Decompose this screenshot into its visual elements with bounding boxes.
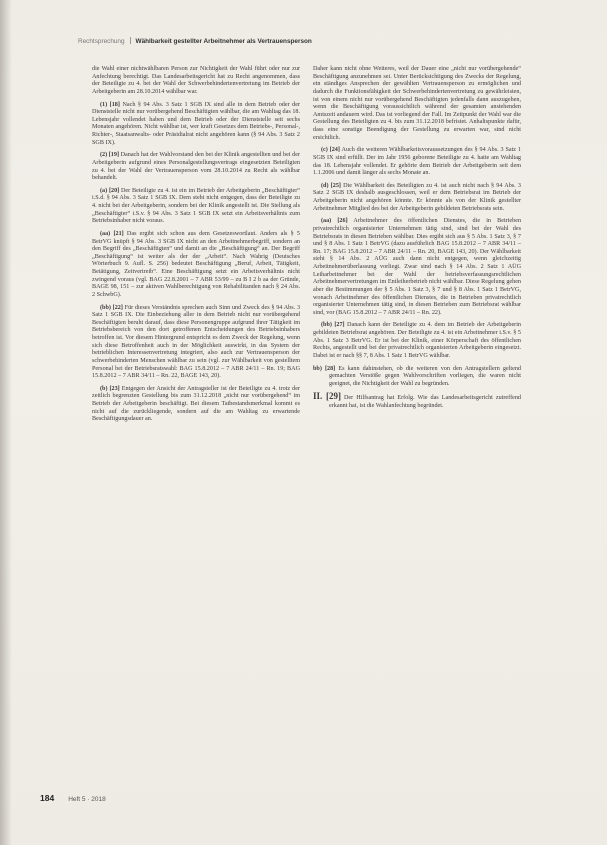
paragraph-text: Danach hat der Wahlvorstand den bei der Klinik angestellten und bei der Arbeitgeberin aufgrund eines Personalgestellungsvertrags eingesetzten Beteiligten zu 4. bei der Wahl der Vertrauensperson vom 28.10.2014 zu Recht als wählbar behandelt. <box>92 152 300 182</box>
margin-number: (aa) [21] <box>100 230 124 237</box>
margin-number: (a) [20] <box>100 187 120 194</box>
margin-number: (bb) [27] <box>321 322 345 329</box>
right-column <box>313 66 521 416</box>
margin-number: (2) [19] <box>100 152 119 159</box>
header-section: Rechtsprechung <box>78 38 125 45</box>
paragraph-text: die Wahl einer nichtwählbaren Person zur Nichtigkeit der Wahl führt oder nur zur Anfechtung berechtigt. Das Landesarbeitsgericht hat zu Recht angenommen, dass der Beteiligte zu 4. bei der Wahl der Schwerbehindertenvertretung im Betrieb der Arbeitgeberin am 28.10.2014 wählbar war. <box>92 66 300 95</box>
left-column <box>92 66 300 429</box>
paragraph-text: Auch die weiteren Wählbarkeitsvoraussetzungen des § 94 Abs. 3 Satz 1 SGB IX sind erfüllt. Der im Jahr 1956 geborene Beteiligte zu 4. hatte am Wahltag das 18. Lebensjahr vollendet. Er gehörte dem Betrieb der Arbeitgeberin seit dem 1.1.2006 und damit länger als sechs Monate an. <box>313 147 521 177</box>
margin-number: II. [29] <box>313 391 341 402</box>
margin-number: (aa) [26] <box>321 218 348 225</box>
footer-source: Heft 5 · 2018 <box>68 796 106 803</box>
paragraph <box>313 393 521 410</box>
running-header <box>78 37 578 49</box>
paragraph <box>92 102 300 148</box>
paragraph <box>92 188 300 226</box>
header-title: Wählbarkeit gestellter Arbeitnehmer als Vertrauensperson <box>135 38 312 45</box>
paragraph-text: Der Hilfsantrag hat Erfolg. Wie das Landesarbeitsgericht zutreffend erkannt hat, ist die Wahlanfechtung begründet. <box>329 395 522 409</box>
page-footer <box>40 788 340 802</box>
paragraph-text: Der Beteiligte zu 4. ist ein im Betrieb der Arbeitgeberin „Beschäftigter“ i.S.d. § 94 Abs. 3 Satz 1 SGB IX. Dem steht nicht entgegen, dass der Beteiligte zu 4. nicht bei der Arbeitgeberin, sondern bei der Klinik angestellt ist. Die Stellung als „Beschäftigter“ i.S.v. § 94 Abs. 3 Satz 1 SGB IX setzt ein Arbeitsverhältnis zum Betriebsinhaber nicht voraus. <box>92 187 300 225</box>
paragraph <box>92 305 300 381</box>
paragraph <box>313 66 521 142</box>
paragraph-text: Nach § 94 Abs. 3 Satz 1 SGB IX sind alle in dem Betrieb oder der Dienststelle nicht nur vorübergehend Beschäftigten wählbar, die am Wahltag das 18. Lebensjahr vollendet haben und dem Betrieb oder der Dienststelle seit sechs Monaten angehören. Nicht wählbar ist, wer kraft Gesetzes dem Betriebs-, Personal-, Richter-, Staatsanwalts- oder Präsidialrat nicht angehören kann (§ 94 Abs. 3 Satz 2 SGB IX). <box>92 101 300 146</box>
paragraph-text: Entgegen der Ansicht der Antragsteller ist der Beteiligte zu 4. trotz der zeitlich begrenzten Gestellung bis zum 31.12.2018 „nicht nur vorübergehend“ im Betrieb der Arbeitgeberin beschäftigt. Bei diesem Tatbestandsmerkmal kommt es nicht auf die zurückliegende, sondern auf die am Wahltag zu erwartende Beschäftigungsdauer an. <box>92 385 300 423</box>
margin-number: (bb) [22] <box>100 304 123 311</box>
paragraph <box>92 66 300 97</box>
margin-number: (b) [23] <box>100 385 120 392</box>
paragraph-text: Die Wählbarkeit des Beteiligten zu 4. ist auch nicht nach § 94 Abs. 3 Satz 2 SGB IX deshalb ausgeschlossen, weil er dem Betriebsrat im Betrieb der Arbeitgeberin nicht angehören könnte. Er könnte als von der Klinik gestellter Arbeitnehmer Mitglied des bei der Arbeitgeberin gebildeten Betriebsrats sein. <box>313 182 521 212</box>
paragraph-text: Daher kann nicht ohne Weiteres, weil der Dauer eine „nicht nur vorübergehende“ Beschäftigung anzunehmen sei. Unter Berücksichtigung des Zwecks der Regelung, ein ständiges Ansprechen der gewählten Vertrauensperson zu ermöglichen und dadurch die Funktionsfähigkeit der Schwerbehindertenvertretung zu gewährleisten, ist von einem nicht nur vorübergehend Beschäftigten jedenfalls dann auszugehen, wenn die Beschäftigung voraussichtlich während der gesamten anstehenden Amtszeit andauern wird. Das ist vorliegend der Fall. Im Zeitpunkt der Wahl war die Gestellung des Beteiligten zu 4. bis zum 31.12.2018 befristet. Anhaltspunkte dafür, dass eine sonstige Beendigung der Gestellung zu erwarten war, sind nicht ersichtlich. <box>313 66 521 141</box>
paragraph-text: Danach kann der Beteiligte zu 4. dem im Betrieb der Arbeitgeberin gebildeten Betriebsrat angehören. Der Beteiligte zu 4. ist ein Arbeitnehmer i.S.v. § 5 Abs. 1 Satz 3 BetrVG. Er ist bei der Klinik, einer Körperschaft des öffentlichen Rechts, angestellt und bei der privatrechtlich organisierten Arbeitgeberin eingesetzt. Dabei ist er nach §§ 7, 8 Abs. 1 Satz 1 BetrVG wählbar. <box>313 322 521 359</box>
header-separator <box>130 37 131 44</box>
margin-number: bb) [28] <box>313 365 336 372</box>
paragraph <box>313 218 521 317</box>
paragraph-text: Arbeitnehmer des öffentlichen Dienstes, die in Betrieben privatrechtlich organisierter Unternehmen tätig sind, sind bei der Wahl des Betriebsrats in diesen Betrieben wählbar. Dies ergibt sich aus § 5 Abs. 1 Satz 3, § 7 und § 8 Abs. 1 Satz 1 BetrVG (dazu ausführlich BAG 15.8.2012 – 7 ABR 34/11 – Rn. 17; BAG 15.8.2012 – 7 ABR 24/11 – Rn. 20, BAGE 143, 20). Der Wählbarkeit steht § 14 Abs. 2 AÜG auch dann nicht entgegen, wenn gleichzeitig Arbeitnehmerüberlassung vorliegt. Zwar sind nach § 14 Abs. 2 Satz 1 AÜG Leiharbeitnehmer bei der Wahl der betriebsverfassungsrechtlichen Arbeitnehmervertretungen im Entleiherbetrieb nicht wählbar. Diese Regelung gehen aber die Bestimmungen der § 5 Abs. 1 Satz 3, § 7 und § 8 Abs. 1 Satz 1 BetrVG, wonach Arbeitnehmer des öffentlichen Dienstes, die in Betrieben privatrechtlich organisierter Unternehmen tätig sind, in diesen Betrieben zum Betriebsrat wählbar sind, vor (BAG 15.8.2012 – 7 ABR 24/11 – Rn. 22). <box>313 218 522 316</box>
paragraph <box>313 322 521 360</box>
paragraph-text: Es kann dahinstehen, ob die weiteren von den Antragstellern geltend gemachten Verstöße gegen Wahlvorschriften vorliegen, die waren nicht geeignet, die Nichtigkeit der Wahl zu begründen. <box>329 365 521 387</box>
margin-number: (c) [24] <box>321 147 340 154</box>
paragraph-text: Das ergibt sich schon aus dem Gesetzeswortlaut. Anders als § 5 BetrVG knüpft § 94 Abs. 3 SGB IX nicht an den Arbeitnehmerbegriff, sondern an den Begriff des „Beschäftigten“ und damit an die „Beschäftigung“ an. Der Begriff „Beschäftigung“ ist weiter als der der „Arbeit“. Nach Wahrig (Deutsches Wörterbuch 9. Aufl. S. 256) bedeutet Beschäftigung „Beruf, Arbeit, Tätigkeit, Betätigung, Zeitvertreib“. Eine Beschäftigung setzt ein Arbeitsverhältnis nicht zwingend voraus (vgl. BAG 22.8.2001 – 7 ABR 53/99 – zu B I 2 b aa der Gründe, BAGE 98, 151 – zur aktiven Wahlberechtigung von Rehabilitanden nach § 24 Abs. 2 SchwbG). <box>92 230 300 298</box>
paragraph <box>313 366 521 389</box>
margin-number: (d) [25] <box>321 182 341 189</box>
paragraph <box>92 231 300 300</box>
paragraph <box>92 386 300 424</box>
paragraph <box>313 183 521 214</box>
paragraph-text: Für dieses Verständnis sprechen auch Sinn und Zweck des § 94 Abs. 3 Satz 1 SGB IX. Die Einbeziehung aller in dem Betrieb nicht nur vorübergehend Beschäftigten beruht darauf, dass diese Personengruppe aufgrund ihrer Tätigkeit im Betriebsbereich von den dort getroffenen Entscheidungen des Betriebsinhabers betroffen ist. Vor diesem Hintergrund entspricht es dem Zweck der Regelung, wenn sich diese Betroffenheit auch in der Möglichkeit auswirkt, in das System der betrieblichen Interessenvertretung integriert, also auch zur Vertrauensperson der schwerbehinderten Menschen wählbar zu sein (vgl. zur Wählbarkeit von gestelltem Personal bei der Betriebsratswahl: BAG 15.8.2012 – 7 ABR 24/11 – Rn. 19; BAG 15.8.2012 – 7 ABR 34/11 – Rn. 22, BAGE 143, 20). <box>92 304 301 380</box>
paragraph <box>92 152 300 183</box>
paragraph <box>313 147 521 178</box>
margin-number: (1) [18] <box>100 101 120 108</box>
page-number: 184 <box>40 793 55 803</box>
scan-shadow <box>0 0 12 845</box>
